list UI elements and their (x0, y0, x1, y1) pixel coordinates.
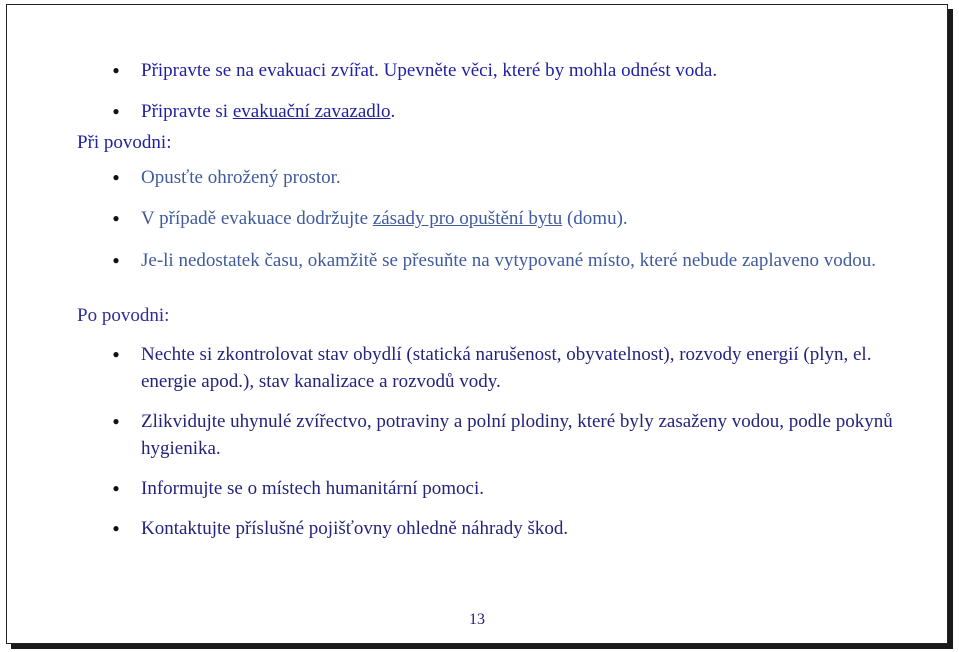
list-item-suffix: (domu). (562, 208, 628, 229)
section-heading-after-flood: Po povodni: (77, 305, 170, 326)
document-page (6, 4, 948, 644)
bullet-icon: ● (112, 414, 120, 428)
bullet-icon: ● (112, 481, 120, 495)
list-item-text: Zlikvidujte uhynulé zvířectvo, potraviny a polní plodiny, které byly zasaženy vodou, podle pokynů hygienika. (141, 411, 893, 459)
list-item-text: Opusťte ohrožený prostor. (141, 167, 341, 188)
section-heading-during-flood: Při povodni: (77, 132, 172, 153)
bullet-icon: ● (112, 211, 120, 225)
list-item-prefix: V případě evakuace dodržujte (141, 208, 373, 229)
list-item-text: Informujte se o místech humanitární pomoci. (141, 478, 484, 499)
list-item-prefix: Připravte si (141, 101, 233, 122)
bullet-icon: ● (112, 521, 120, 535)
page-number: 13 (469, 611, 485, 628)
list-item-text: Připravte se na evakuaci zvířat. Upevněte věci, které by mohla odnést voda. (141, 60, 718, 81)
list-item-suffix: . (390, 101, 396, 122)
bullet-icon: ● (112, 170, 120, 184)
list-item-text: Je-li nedostatek času, okamžitě se přesuňte na vytypované místo, které nebude zaplaveno vodou. (141, 250, 876, 271)
bullet-icon: ● (112, 63, 120, 77)
list-item-text: Nechte si zkontrolovat stav obydlí (statická narušenost, obyvatelnost), rozvody energií (plyn, el. energie apod.), stav kanalizace a rozvodů vody. (141, 344, 872, 392)
list-item-text (141, 98, 911, 125)
evacuation-luggage-link[interactable]: evakuační zavazadlo (232, 101, 391, 122)
bullet-icon: ● (112, 347, 120, 361)
bullet-icon: ● (112, 104, 120, 118)
bullet-icon: ● (112, 253, 120, 267)
list-item-text (141, 205, 911, 232)
list-item-text: Kontaktujte příslušné pojišťovny ohledně náhrady škod. (141, 518, 569, 539)
leaving-home-rules-link[interactable]: zásady pro opuštění bytu (372, 208, 563, 229)
